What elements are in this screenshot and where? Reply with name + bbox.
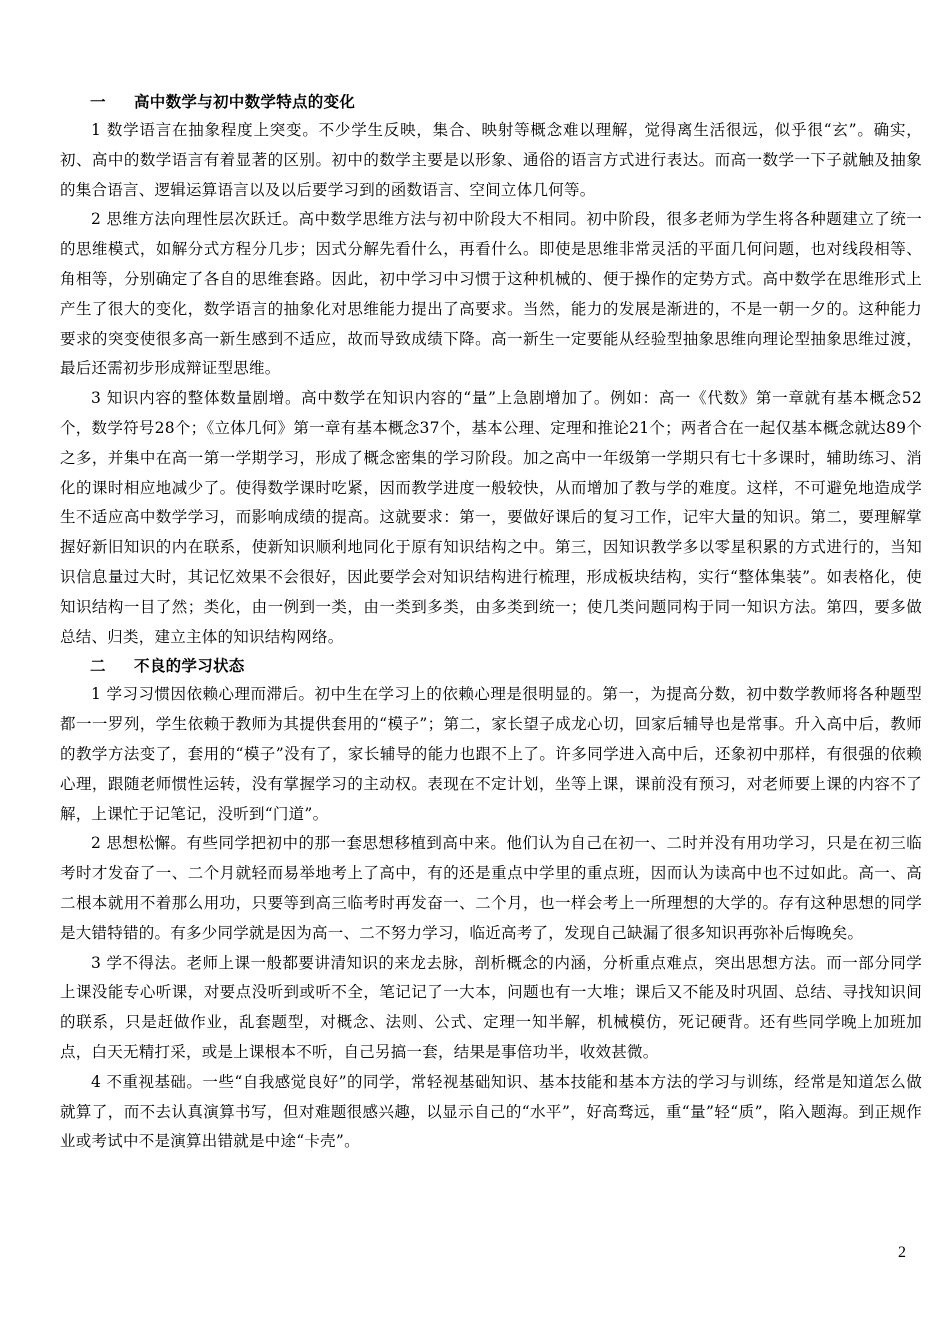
- paragraph: 2 思维方法向理性层次跃迁。高中数学思维方法与初中阶段大不相同。初中阶段，很多老师为学生将各种题建立了统一的思维模式，如解分式方程分几步；因式分解先看什么，再看什么。即使是思维非常灵活的平面几何问题，也对线段相等、角相等，分别确定了各自的思维套路。因此，初中学习中习惯于这种机械的、便于操作的定势方式。高中数学在思维形式上产生了很大的变化，数学语言的抽象化对思维能力提出了高要求。当然，能力的发展是渐进的，不是一朝一夕的。这种能力要求的突变使很多高一新生感到不适应，故而导致成绩下降。高一新生一定要能从经验型抽象思维向理论型抽象思维过渡，最后还需初步形成辩证型思维。: [60, 210, 922, 378]
- section-title: 不良的学习状态: [134, 657, 245, 676]
- paragraph: 1 数学语言在抽象程度上突变。不少学生反映，集合、映射等概念难以理解，觉得离生活很远，似乎很“玄”。确实，初、高中的数学语言有着显著的区别。初中的数学主要是以形象、通俗的语言方式进行表达。而高一数学一下子就触及抽象的集合语言、逻辑运算语言以及以后要学习到的函数语言、空间立体几何等。: [60, 121, 922, 199]
- page-number: 2: [898, 1244, 906, 1261]
- paragraph: 4 不重视基础。一些“自我感觉良好”的同学，常轻视基础知识、基本技能和基本方法的学习与训练，经常是知道怎么做就算了，而不去认真演算书写，但对难题很感兴趣，以显示自己的“水平”，好高骛远，重“量”轻“质”，陷入题海。到正规作业或考试中不是演算出错就是中途“卡壳”。: [60, 1072, 922, 1151]
- paragraph: 1 学习习惯因依赖心理而滞后。初中生在学习上的依赖心理是很明显的。第一，为提高分数，初中数学教师将各种题型都一一罗列，学生依赖于教师为其提供套用的“模子”；第二，家长望子成龙心切，回家后辅导也是常事。升入高中后，教师的教学方法变了，套用的“模子”没有了，家长辅导的能力也跟不上了。许多同学进入高中后，还象初中那样，有很强的依赖心理，跟随老师惯性运转，没有掌握学习的主动权。表现在不定计划，坐等上课，课前没有预习，对老师要上课的内容不了解，上课忙于记笔记，没听到“门道”。: [60, 685, 922, 823]
- paragraph: 3 知识内容的整体数量剧增。高中数学在知识内容的“量”上急剧增加了。例如：高一《代数》第一章就有基本概念52个，数学符号28个；《立体几何》第一章有基本概念37个，基本公理、定理和推论21个；两者合在一起仅基本概念就达89个之多，并集中在高一第一学期学习，形成了概念密集的学习阶段。加之高中一年级第一学期只有七十多课时，辅助练习、消化的课时相应地减少了。使得数学课时吃紧，因而教学进度一般较快，从而增加了教与学的难度。这样，不可避免地造成学生不适应高中数学学习，而影响成绩的提高。这就要求：第一，要做好课后的复习工作，记牢大量的知识。第二，要理解掌握好新旧知识的内在联系，使新知识顺利地同化于原有知识结构之中。第三，因知识教学多以零星积累的方式进行的，当知识信息量过大时，其记忆效果不会很好，因此要学会对知识结构进行梳理，形成板块结构，实行“整体集装”。如表格化，使知识结构一目了然；类化，由一例到一类，由一类到多类，由多类到统一；使几类问题同构于同一知识方法。第四，要多做总结、归类，建立主体的知识结构网络。: [60, 389, 922, 646]
- paragraph: 3 学不得法。老师上课一般都要讲清知识的来龙去脉，剖析概念的内涵，分析重点难点，突出思想方法。而一部分同学上课没能专心听课，对要点没听到或听不全，笔记记了一大本，问题也有一大堆；课后又不能及时巩固、总结、寻找知识间的联系，只是赶做作业，乱套题型，对概念、法则、公式、定理一知半解，机械模仿，死记硬背。还有些同学晚上加班加点，白天无精打采，或是上课根本不听，自己另搞一套，结果是事倍功半，收效甚微。: [60, 953, 922, 1061]
- section-heading: [90, 88, 922, 116]
- paragraph: 2 思想松懈。有些同学把初中的那一套思想移植到高中来。他们认为自己在初一、二时并没有用功学习，只是在初三临考时才发奋了一、二个月就轻而易举地考上了高中，有的还是重点中学里的重点班，因而认为读高中也不过如此。高一、高二根本就用不着那么用功，只要等到高三临考时再发奋一、二个月，也一样会考上一所理想的大学的。存有这种思想的同学是大错特错的。有多少同学就是因为高一、二不努力学习，临近高考了，发现自己缺漏了很多知识再弥补后悔晚矣。: [60, 834, 922, 942]
- section-heading: [90, 652, 922, 680]
- section-number: 二: [90, 657, 106, 676]
- document-body: [60, 88, 922, 1157]
- section-title: 高中数学与初中数学特点的变化: [134, 93, 356, 111]
- section-number: 一: [90, 93, 106, 111]
